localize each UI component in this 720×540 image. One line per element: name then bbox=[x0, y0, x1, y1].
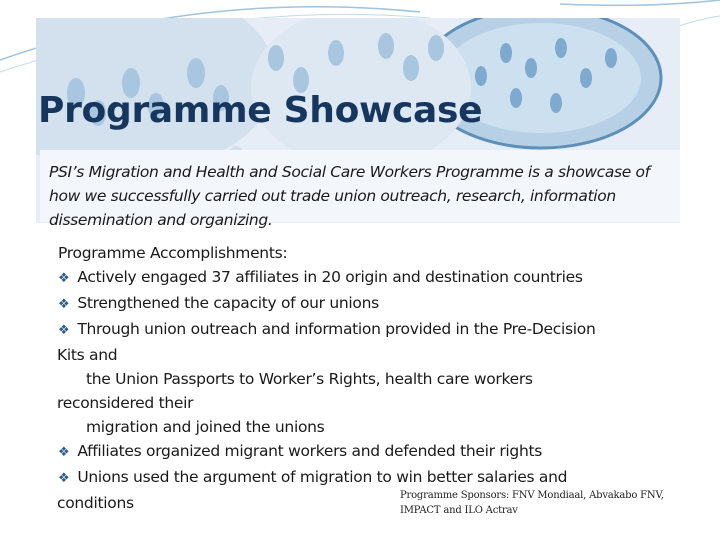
list-item bbox=[58, 265, 698, 291]
diamond-bullet-icon: ❖ bbox=[58, 445, 70, 460]
list-item bbox=[58, 317, 698, 343]
list-item-continuation: reconsidered their bbox=[57, 394, 194, 412]
diamond-bullet-icon: ❖ bbox=[58, 297, 70, 312]
list-item bbox=[58, 439, 698, 465]
sponsors-line: IMPACT and ILO Actrav bbox=[400, 505, 518, 516]
slide-title: Programme Showcase bbox=[38, 90, 483, 131]
list-item-text: Affiliates organized migrant workers and defended their rights bbox=[77, 442, 543, 460]
diamond-bullet-icon: ❖ bbox=[58, 471, 70, 486]
list-item-text: Unions used the argument of migration to win better salaries and bbox=[77, 468, 568, 486]
accomplishments-heading: Programme Accomplishments: bbox=[58, 244, 288, 262]
list-item-text: Actively engaged 37 affiliates in 20 origin and destination countries bbox=[77, 268, 583, 286]
list-item-continuation: conditions bbox=[57, 494, 134, 512]
diamond-bullet-icon: ❖ bbox=[58, 271, 70, 286]
diamond-bullet-icon: ❖ bbox=[58, 323, 70, 338]
sponsors-line: Programme Sponsors: FNV Mondiaal, Abvakabo FNV, bbox=[400, 490, 664, 501]
list-item-continuation: the Union Passports to Worker’s Rights, health care workers bbox=[86, 370, 533, 388]
sponsors-note bbox=[400, 488, 690, 518]
list-item-continuation: Kits and bbox=[57, 346, 118, 364]
intro-text: PSI’s Migration and Health and Social Care Workers Programme is a showcase of how we successfully carried out trade union outreach, research, information dissemination and organizing. bbox=[49, 163, 650, 229]
accomplishments-list bbox=[58, 241, 698, 515]
list-item-text: Strengthened the capacity of our unions bbox=[77, 294, 379, 312]
list-item bbox=[58, 291, 698, 317]
list-item-text: Through union outreach and information provided in the Pre-Decision bbox=[77, 320, 596, 338]
list-item-continuation: migration and joined the unions bbox=[86, 418, 325, 436]
